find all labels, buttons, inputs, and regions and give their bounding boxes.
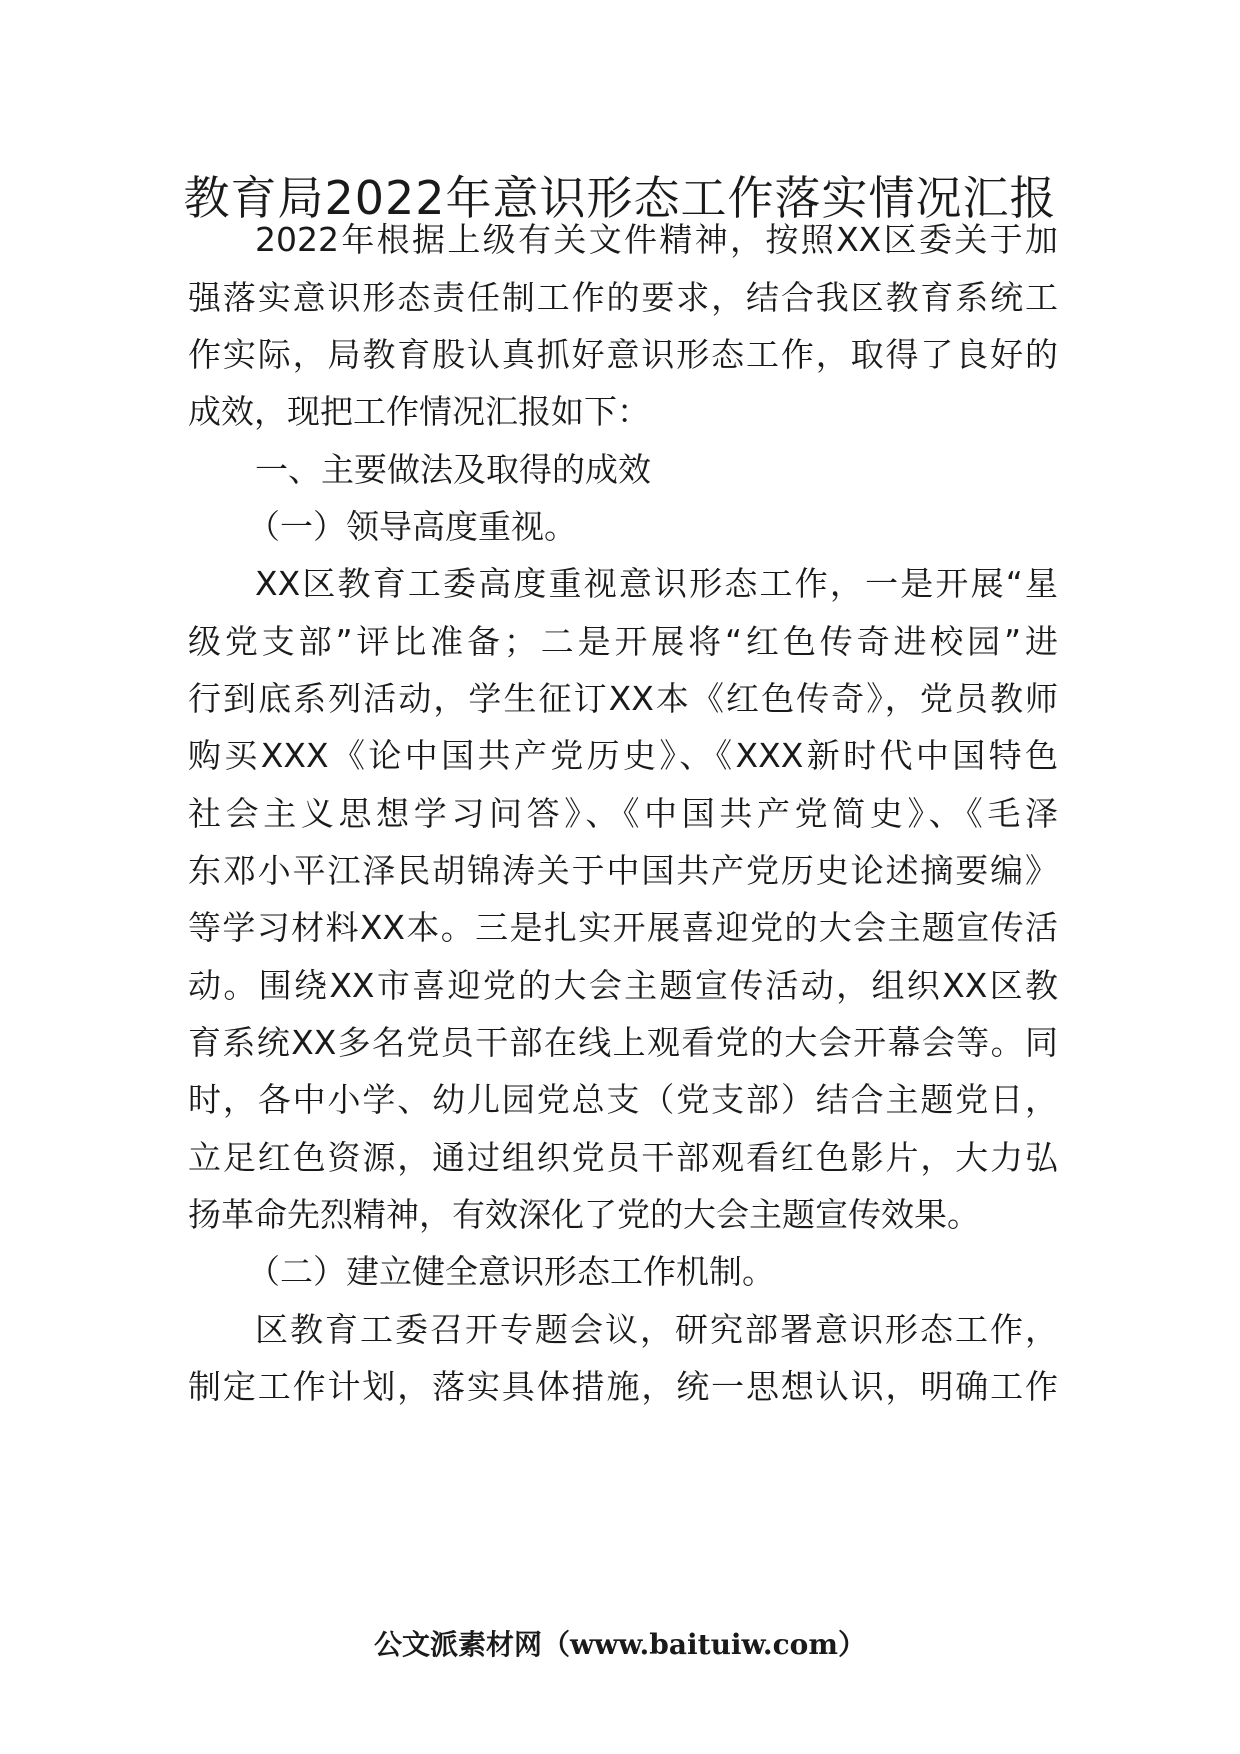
paragraph-line: 制定工作计划，落实具体措施，统一思想认识，明确工作 xyxy=(188,1367,1058,1406)
paragraph-line: 东邓小平江泽民胡锦涛关于中国共产党历史论述摘要编》 xyxy=(188,851,1058,890)
paragraph-line: 级党支部”评比准备；二是开展将“红色传奇进校园”进 xyxy=(188,622,1058,661)
paragraph-line: 作实际，局教育股认真抓好意识形态工作，取得了良好的 xyxy=(188,335,1058,374)
paragraph-line: 成效，现把工作情况汇报如下： xyxy=(188,392,650,431)
paragraph-line: 购买XXX《论中国共产党历史》、《XXX新时代中国特色 xyxy=(188,736,1058,775)
paragraph-line: 区教育工委召开专题会议，研究部署意识形态工作， xyxy=(255,1310,1058,1349)
paragraph-line: 社会主义思想学习问答》、《中国共产党简史》、《毛泽 xyxy=(188,794,1058,833)
paragraph-line: 2022年根据上级有关文件精神，按照XX区委关于加 xyxy=(255,220,1058,259)
paragraph-line: 扬革命先烈精神，有效深化了党的大会主题宣传效果。 xyxy=(188,1195,980,1234)
subsection-heading: （一）领导高度重视。 xyxy=(247,507,577,546)
document-title: 教育局2022年意识形态工作落实情况汇报 xyxy=(183,171,1057,225)
paragraph-line: 行到底系列活动，学生征订XX本《红色传奇》，党员教师 xyxy=(188,679,1058,718)
paragraph-line: 时，各中小学、幼儿园党总支（党支部）结合主题党日， xyxy=(188,1080,1058,1119)
paragraph-line: 动。围绕XX市喜迎党的大会主题宣传活动，组织XX区教 xyxy=(188,966,1058,1005)
paragraph-line: 等学习材料XX本。三是扎实开展喜迎党的大会主题宣传活 xyxy=(188,908,1058,947)
footer-watermark: 公文派素材网（www.baituiw.com） xyxy=(374,1628,866,1661)
paragraph-line: XX区教育工委高度重视意识形态工作，一是开展“星 xyxy=(255,564,1058,603)
section-heading: 一、主要做法及取得的成效 xyxy=(255,450,651,489)
paragraph-line: 育系统XX多名党员干部在线上观看党的大会开幕会等。同 xyxy=(188,1023,1058,1062)
paragraph-line: 强落实意识形态责任制工作的要求，结合我区教育系统工 xyxy=(188,278,1058,317)
paragraph-line: 立足红色资源，通过组织党员干部观看红色影片，大力弘 xyxy=(188,1138,1058,1177)
subsection-heading: （二）建立健全意识形态工作机制。 xyxy=(247,1252,775,1291)
